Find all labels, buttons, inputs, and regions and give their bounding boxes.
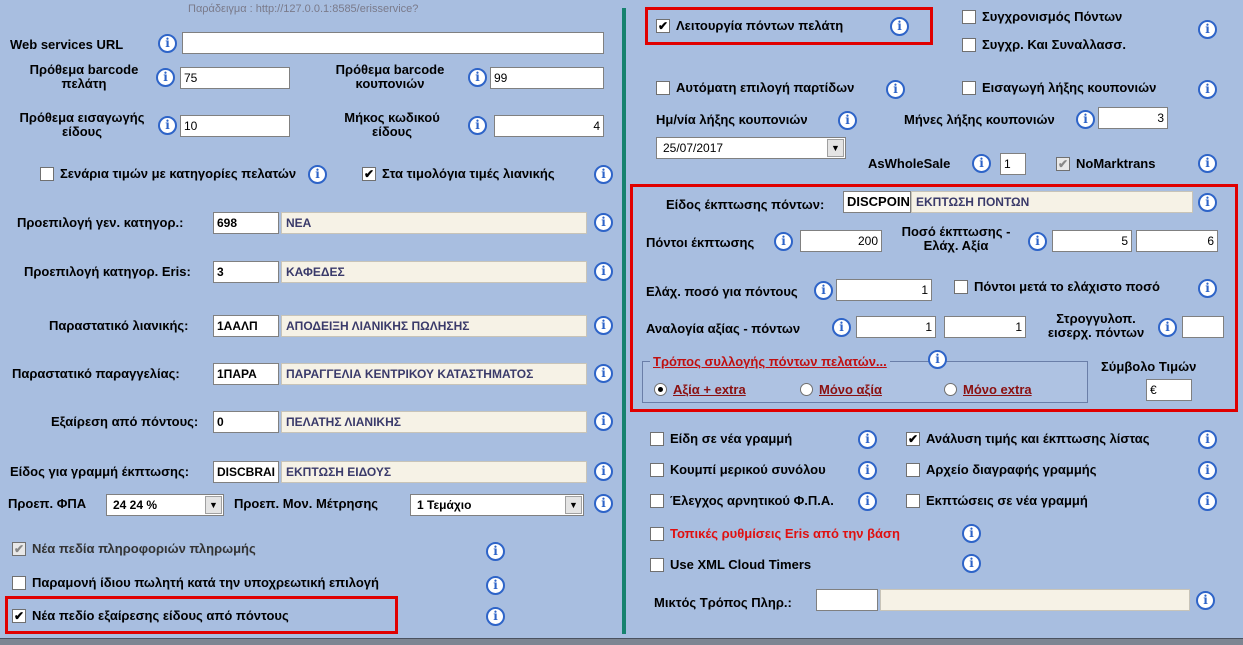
aswholesale-input[interactable]: 1 <box>1000 153 1026 175</box>
checkbox-box[interactable] <box>650 463 664 477</box>
ratio-input-1[interactable]: 1 <box>856 316 936 338</box>
points-after-min-checkbox[interactable] <box>954 279 1160 294</box>
price-analysis-checkbox[interactable] <box>906 431 1150 446</box>
disc-item-code[interactable]: DISCBRAI <box>213 461 279 483</box>
ws-url-input[interactable] <box>182 32 604 54</box>
info-icon[interactable]: i <box>156 68 175 87</box>
delete-file-label: Αρχείο διαγραφής γραμμής <box>926 462 1097 477</box>
info-icon[interactable]: i <box>594 462 613 481</box>
panel-divider <box>622 8 626 634</box>
unit-label: Προεπ. Μον. Μέτρησης <box>234 496 379 511</box>
checkbox-box[interactable] <box>650 558 664 572</box>
gen-cat-code[interactable]: 698 <box>213 212 279 234</box>
points-op-checkbox[interactable] <box>656 18 843 33</box>
radio-dot[interactable] <box>654 383 667 396</box>
mixed-pay-label: Μικτός Τρόπος Πληρ.: <box>654 595 792 610</box>
info-icon[interactable]: i <box>486 576 505 595</box>
info-icon[interactable]: i <box>1198 279 1217 298</box>
new-excl-label: Νέα πεδίο εξαίρεσης είδους από πόντους <box>32 608 289 623</box>
radio-dot[interactable] <box>944 383 957 396</box>
info-icon[interactable]: i <box>774 232 793 251</box>
vat-label: Προεπ. ΦΠΑ <box>8 496 87 511</box>
points-after-min-label: Πόντοι μετά το ελάχιστο ποσό <box>974 279 1160 294</box>
eris-cat-code[interactable]: 3 <box>213 261 279 283</box>
item-prefix-label: Πρόθεμα εισαγωγής είδους <box>19 110 145 139</box>
info-icon[interactable]: i <box>832 318 851 337</box>
coupon-date-value: 25/07/2017 <box>663 141 724 155</box>
coupon-months-input[interactable]: 3 <box>1098 107 1168 129</box>
order-doc-desc: ΠΑΡΑΓΓΕΛΙΑ ΚΕΝΤΡΙΚΟΥ ΚΑΤΑΣΤΗΜΑΤΟΣ <box>281 363 587 385</box>
sync-trans-label: Συγχρ. Και Συναλλασσ. <box>982 37 1126 52</box>
info-icon[interactable]: i <box>858 430 877 449</box>
radio-extra-only[interactable] <box>944 382 1032 397</box>
info-icon[interactable]: i <box>1158 318 1177 337</box>
chevron-down-icon[interactable]: ▼ <box>565 496 582 514</box>
coupon-date-label: Ημ/νία λήξης κουπονιών <box>656 112 808 127</box>
price-analysis-label: Ανάλυση τιμής και έκπτωσης λίστας <box>926 431 1150 446</box>
info-icon[interactable]: i <box>962 554 981 573</box>
bc-cust-label: Πρόθεμα barcode πελάτη <box>29 62 139 91</box>
info-icon[interactable]: i <box>886 80 905 99</box>
ws-url-label: Web services URL <box>10 37 124 52</box>
xml-timers-label: Use XML Cloud Timers <box>670 557 812 572</box>
url-hint: Παράδειγμα : http://127.0.0.1:8585/erisservice? <box>188 3 419 15</box>
info-icon[interactable]: i <box>594 412 613 431</box>
info-icon[interactable]: i <box>814 281 833 300</box>
info-icon[interactable]: i <box>1028 232 1047 251</box>
checkbox-box[interactable] <box>962 38 976 52</box>
info-icon[interactable]: i <box>1198 20 1217 39</box>
retail-doc-desc: ΑΠΟΔΕΙΞΗ ΛΙΑΝΙΚΗΣ ΠΩΛΗΣΗΣ <box>281 315 587 337</box>
info-icon[interactable]: i <box>308 165 327 184</box>
gen-cat-label: Προεπιλογή γεν. κατηγορ.: <box>17 215 184 230</box>
ratio-label: Αναλογία αξίας - πόντων <box>646 321 801 336</box>
order-doc-label: Παραστατικό παραγγελίας: <box>12 366 180 381</box>
checkbox-box[interactable] <box>656 81 670 95</box>
disc-newline-checkbox[interactable] <box>906 493 1088 508</box>
check-icon[interactable]: ✔ <box>657 18 669 33</box>
coupon-expiry-import-label: Εισαγωγή λήξης κουπονιών <box>982 80 1157 95</box>
disc-item-desc: ΕΚΠΤΩΣΗ ΕΙΔΟΥΣ <box>281 461 587 483</box>
eris-cat-desc: ΚΑΦΕΔΕΣ <box>281 261 587 283</box>
checkbox-box[interactable] <box>954 280 968 294</box>
radio-value-extra-label: Αξία + extra <box>673 382 746 397</box>
info-icon[interactable]: i <box>838 111 857 130</box>
same-seller-checkbox[interactable] <box>12 575 379 590</box>
info-icon[interactable]: i <box>158 116 177 135</box>
radio-value-only[interactable] <box>800 382 882 397</box>
vat-value: 24 24 % <box>113 498 158 512</box>
coupon-date-select[interactable] <box>656 137 846 159</box>
unit-value: 1 Τεμάχιο <box>417 498 472 512</box>
disc-amount-input-1[interactable]: 5 <box>1052 230 1132 252</box>
info-icon[interactable]: i <box>1196 591 1215 610</box>
info-icon[interactable]: i <box>594 213 613 232</box>
info-icon[interactable]: i <box>1198 461 1217 480</box>
info-icon[interactable]: i <box>972 154 991 173</box>
code-len-label: Μήκος κωδικού είδους <box>344 110 440 139</box>
excl-desc: ΠΕΛΑΤΗΣ ΛΙΑΝΙΚΗΣ <box>281 411 587 433</box>
delete-file-checkbox[interactable] <box>906 462 1097 477</box>
auto-batch-checkbox[interactable] <box>656 80 854 95</box>
check-icon[interactable]: ✔ <box>907 431 919 446</box>
sync-points-label: Συγχρονισμός Πόντων <box>982 9 1123 24</box>
rounding-input[interactable] <box>1182 316 1224 338</box>
checkbox-box[interactable] <box>12 576 26 590</box>
info-icon[interactable]: i <box>594 316 613 335</box>
disc-points-label: Πόντοι έκπτωσης <box>646 235 755 250</box>
checkbox-box[interactable] <box>650 527 664 541</box>
points-op-label: Λειτουργία πόντων πελάτη <box>676 18 844 33</box>
check-icon[interactable]: ✔ <box>363 166 375 181</box>
excl-code[interactable]: 0 <box>213 411 279 433</box>
bc-coupon-input[interactable]: 99 <box>490 67 604 89</box>
checkbox-box[interactable] <box>40 167 54 181</box>
bottom-border <box>0 638 1243 645</box>
sync-trans-checkbox[interactable] <box>962 37 1126 52</box>
checkbox-box[interactable] <box>650 432 664 446</box>
radio-value-extra[interactable] <box>654 382 746 397</box>
eris-cat-label: Προεπιλογή κατηγορ. Eris: <box>24 264 191 279</box>
local-settings-checkbox[interactable] <box>650 526 900 541</box>
info-icon[interactable]: i <box>1198 80 1217 99</box>
coupon-expiry-import-checkbox[interactable] <box>962 80 1156 95</box>
collect-group-title: Τρόπος συλλογής πόντων πελατών... <box>650 354 890 369</box>
check-icon[interactable]: ✔ <box>13 608 25 623</box>
price-scenario-checkbox[interactable] <box>40 166 296 181</box>
coupon-months-label: Μήνες λήξης κουπονιών <box>904 112 1055 127</box>
disc-points-input[interactable]: 200 <box>800 230 882 252</box>
check-icon[interactable]: ✔ <box>1057 156 1069 171</box>
neg-vat-label: Έλεγχος αρνητικού Φ.Π.Α. <box>670 493 834 508</box>
items-newline-checkbox[interactable] <box>650 431 792 446</box>
radio-dot[interactable] <box>800 383 813 396</box>
currency-label: Σύμβολο Τιμών <box>1101 359 1197 374</box>
item-prefix-input[interactable]: 10 <box>180 115 290 137</box>
partial-total-label: Κουμπί μερικού συνόλου <box>670 462 826 477</box>
info-icon[interactable]: i <box>158 34 177 53</box>
order-doc-code[interactable]: 1ΠΑΡΑ <box>213 363 279 385</box>
info-icon[interactable]: i <box>1076 110 1095 129</box>
disc-amount-input-2[interactable]: 6 <box>1136 230 1218 252</box>
min-amount-label: Ελάχ. ποσό για πόντους <box>646 284 798 299</box>
retail-doc-label: Παραστατικό λιανικής: <box>49 318 189 333</box>
chevron-down-icon[interactable]: ▼ <box>827 139 844 157</box>
nomarktrans-checkbox[interactable] <box>1056 156 1155 171</box>
checkbox-box[interactable] <box>962 81 976 95</box>
checkbox-box[interactable] <box>906 494 920 508</box>
info-icon[interactable]: i <box>486 542 505 561</box>
retail-doc-code[interactable]: 1ΑΑΛΠ <box>213 315 279 337</box>
chevron-down-icon[interactable]: ▼ <box>205 496 222 514</box>
code-len-input[interactable]: 4 <box>494 115 604 137</box>
points-disc-item-code[interactable]: DISCPOIN <box>843 191 911 213</box>
checkbox-box[interactable] <box>906 463 920 477</box>
neg-vat-checkbox[interactable] <box>650 493 834 508</box>
info-icon[interactable]: i <box>1198 492 1217 511</box>
local-settings-label: Τοπικές ρυθμίσεις Eris από την βάση <box>670 526 900 541</box>
gen-cat-desc: ΝΕΑ <box>281 212 587 234</box>
info-icon[interactable]: i <box>928 350 947 369</box>
ratio-input-2[interactable]: 1 <box>944 316 1026 338</box>
mixed-pay-desc <box>880 589 1190 611</box>
info-icon[interactable]: i <box>468 68 487 87</box>
info-icon[interactable]: i <box>858 461 877 480</box>
info-icon[interactable]: i <box>858 492 877 511</box>
info-icon[interactable]: i <box>468 116 487 135</box>
bc-coupon-label: Πρόθεμα barcode κουπονιών <box>335 62 445 91</box>
points-disc-item-label: Είδος έκπτωσης πόντων: <box>666 197 825 212</box>
info-icon[interactable]: i <box>594 364 613 383</box>
rounding-label: Στρογγυλοπ. εισερχ. πόντων <box>1047 311 1145 340</box>
same-seller-label: Παραμονή ίδιου πωλητή κατά την υποχρεωτική επιλογή <box>32 575 379 590</box>
partial-total-checkbox[interactable] <box>650 462 826 477</box>
aswholesale-label: AsWholeSale <box>868 156 951 171</box>
excl-label: Εξαίρεση από πόντους: <box>51 414 199 429</box>
new-excl-checkbox[interactable] <box>12 608 289 623</box>
check-icon[interactable]: ✔ <box>13 541 25 556</box>
info-icon[interactable]: i <box>890 17 909 36</box>
vat-select[interactable] <box>106 494 224 516</box>
xml-timers-checkbox[interactable] <box>650 557 811 572</box>
items-newline-label: Είδη σε νέα γραμμή <box>670 431 793 446</box>
points-disc-item-desc: ΕΚΠΤΩΣΗ ΠΟΝΤΩΝ <box>911 191 1193 213</box>
price-scenario-label: Σενάρια τιμών με κατηγορίες πελατών <box>60 166 297 181</box>
retail-invoice-checkbox[interactable] <box>362 166 555 181</box>
unit-select[interactable] <box>410 494 584 516</box>
disc-item-label: Είδος για γραμμή έκπτωσης: <box>10 464 190 479</box>
auto-batch-label: Αυτόματη επιλογή παρτίδων <box>676 80 855 95</box>
nomarktrans-label: NoMarktrans <box>1076 156 1156 171</box>
info-icon[interactable]: i <box>486 607 505 626</box>
new-pay-fields-checkbox[interactable] <box>12 541 256 556</box>
radio-extra-only-label: Μόνο extra <box>963 382 1032 397</box>
radio-value-only-label: Μόνο αξία <box>819 382 882 397</box>
info-icon[interactable]: i <box>1198 154 1217 173</box>
mixed-pay-code[interactable] <box>816 589 878 611</box>
min-amount-input[interactable]: 1 <box>836 279 932 301</box>
currency-input[interactable]: € <box>1146 379 1192 401</box>
info-icon[interactable]: i <box>594 262 613 281</box>
sync-points-checkbox[interactable] <box>962 9 1122 24</box>
bc-cust-input[interactable]: 75 <box>180 67 290 89</box>
checkbox-box[interactable] <box>962 10 976 24</box>
info-icon[interactable]: i <box>594 494 613 513</box>
disc-newline-label: Εκπτώσεις σε νέα γραμμή <box>926 493 1088 508</box>
info-icon[interactable]: i <box>1198 193 1217 212</box>
new-pay-fields-label: Νέα πεδία πληροφοριών πληρωμής <box>32 541 256 556</box>
info-icon[interactable]: i <box>594 165 613 184</box>
info-icon[interactable]: i <box>1198 430 1217 449</box>
checkbox-box[interactable] <box>650 494 664 508</box>
retail-invoice-label: Στα τιμολόγια τιμές λιανικής <box>382 166 555 181</box>
disc-amount-label: Ποσό έκπτωσης - Ελάχ. Αξία <box>901 224 1011 253</box>
info-icon[interactable]: i <box>962 524 981 543</box>
